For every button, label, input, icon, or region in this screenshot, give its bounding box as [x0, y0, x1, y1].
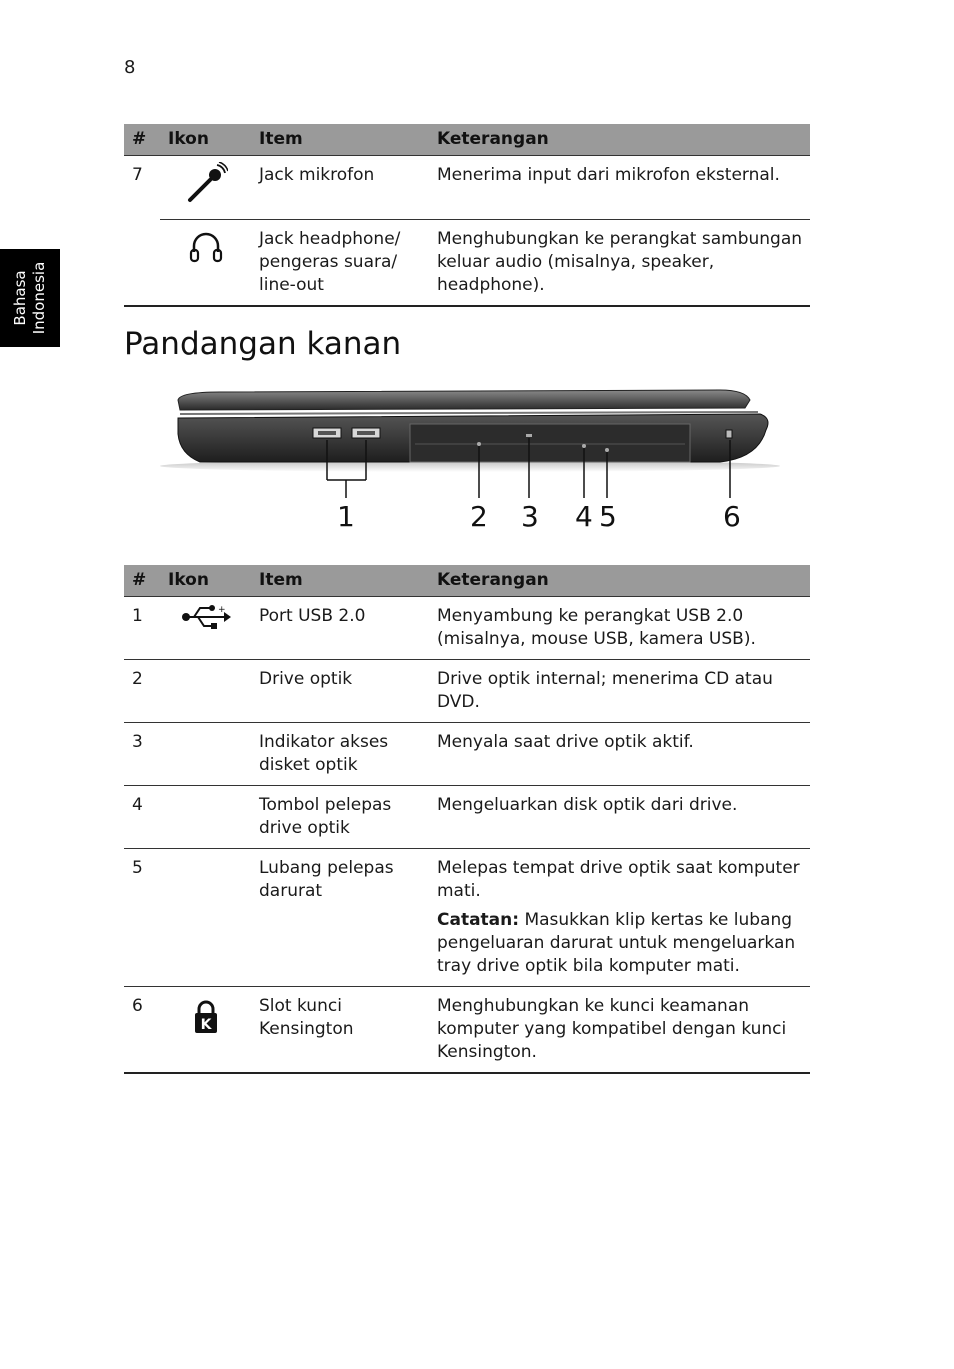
icon-cell	[160, 220, 251, 307]
header-num: #	[124, 565, 160, 597]
table-row	[124, 597, 810, 660]
icon-cell	[160, 156, 251, 220]
row-item: Indikator akses disket optik	[251, 723, 429, 786]
table-header	[124, 124, 810, 156]
note-text: Masukkan klip kertas ke lubang pengeluaran darurat untuk mengeluarkan tray drive optik bila komputer mati.	[437, 910, 796, 976]
icon-cell	[160, 987, 251, 1074]
row-num: 3	[124, 723, 160, 786]
table-row	[124, 156, 810, 220]
audio-ports-table	[124, 124, 810, 307]
row-item: Tombol pelepas drive optik	[251, 786, 429, 849]
row-num: 7	[124, 156, 160, 220]
page-number: 8	[124, 57, 136, 78]
header-icon: Ikon	[160, 124, 251, 156]
icon-cell	[160, 723, 251, 786]
header-item: Item	[251, 124, 429, 156]
icon-cell	[160, 849, 251, 987]
row-desc: Menyala saat drive optik aktif.	[429, 723, 810, 786]
row-num: 2	[124, 660, 160, 723]
row-desc: Mengeluarkan disk optik dari drive.	[429, 786, 810, 849]
callout-2: 2	[470, 500, 488, 533]
kensington-lock-icon	[191, 999, 221, 1035]
callout-4: 4	[575, 500, 593, 533]
callout-5: 5	[599, 500, 617, 533]
row-item: Slot kunci Kensington	[251, 987, 429, 1074]
row-item: Lubang pelepas darurat	[251, 849, 429, 987]
row-num: 6	[124, 987, 160, 1074]
table-row	[124, 220, 810, 307]
row-desc: Drive optik internal; menerima CD atau DVD.	[429, 660, 810, 723]
row-desc: Menghubungkan ke perangkat sambungan keluar audio (misalnya, speaker, headphone).	[429, 220, 810, 307]
note-label: Catatan:	[437, 910, 520, 930]
row-desc-cell	[429, 849, 810, 987]
svg-text:+: +	[217, 605, 226, 615]
note	[437, 909, 804, 978]
row-item: Jack mikrofon	[251, 156, 429, 220]
header-item: Item	[251, 565, 429, 597]
row-desc: Menyambung ke perangkat USB 2.0 (misalnya, mouse USB, kamera USB).	[429, 597, 810, 660]
header-desc: Keterangan	[429, 565, 810, 597]
header-icon: Ikon	[160, 565, 251, 597]
row-item: Port USB 2.0	[251, 597, 429, 660]
header-num: #	[124, 124, 160, 156]
row-desc: Menerima input dari mikrofon eksternal.	[429, 156, 810, 220]
icon-cell	[160, 786, 251, 849]
table-row	[124, 723, 810, 786]
row-item: Jack headphone/ pengeras suara/ line-out	[251, 220, 429, 307]
table-row	[124, 786, 810, 849]
side-tab-line-2: Indonesia	[30, 261, 48, 335]
right-view-ports-table	[124, 565, 810, 1074]
row-num: 1	[124, 597, 160, 660]
icon-cell	[160, 660, 251, 723]
table-row	[124, 660, 810, 723]
microphone-icon	[184, 162, 228, 206]
section-title: Pandangan kanan	[124, 326, 402, 362]
usb-icon	[180, 603, 232, 631]
table-header	[124, 565, 810, 597]
icon-cell	[160, 597, 251, 660]
header-desc: Keterangan	[429, 124, 810, 156]
row-item: Drive optik	[251, 660, 429, 723]
table-row	[124, 849, 810, 987]
row-num: 4	[124, 786, 160, 849]
row-desc: Menghubungkan ke kunci keamanan komputer yang kompatibel dengan kunci Kensington.	[429, 987, 810, 1074]
callout-3: 3	[521, 500, 539, 533]
row-desc: Melepas tempat drive optik saat komputer mati.	[437, 858, 800, 901]
table-row	[124, 987, 810, 1074]
row-num	[124, 220, 160, 307]
svg-text:K: K	[200, 1017, 211, 1033]
callout-6: 6	[723, 500, 741, 533]
language-side-tab	[0, 249, 60, 347]
row-num: 5	[124, 849, 160, 987]
callout-1: 1	[337, 500, 355, 533]
headphone-icon	[186, 226, 226, 266]
side-tab-line-1: Bahasa	[11, 270, 29, 326]
